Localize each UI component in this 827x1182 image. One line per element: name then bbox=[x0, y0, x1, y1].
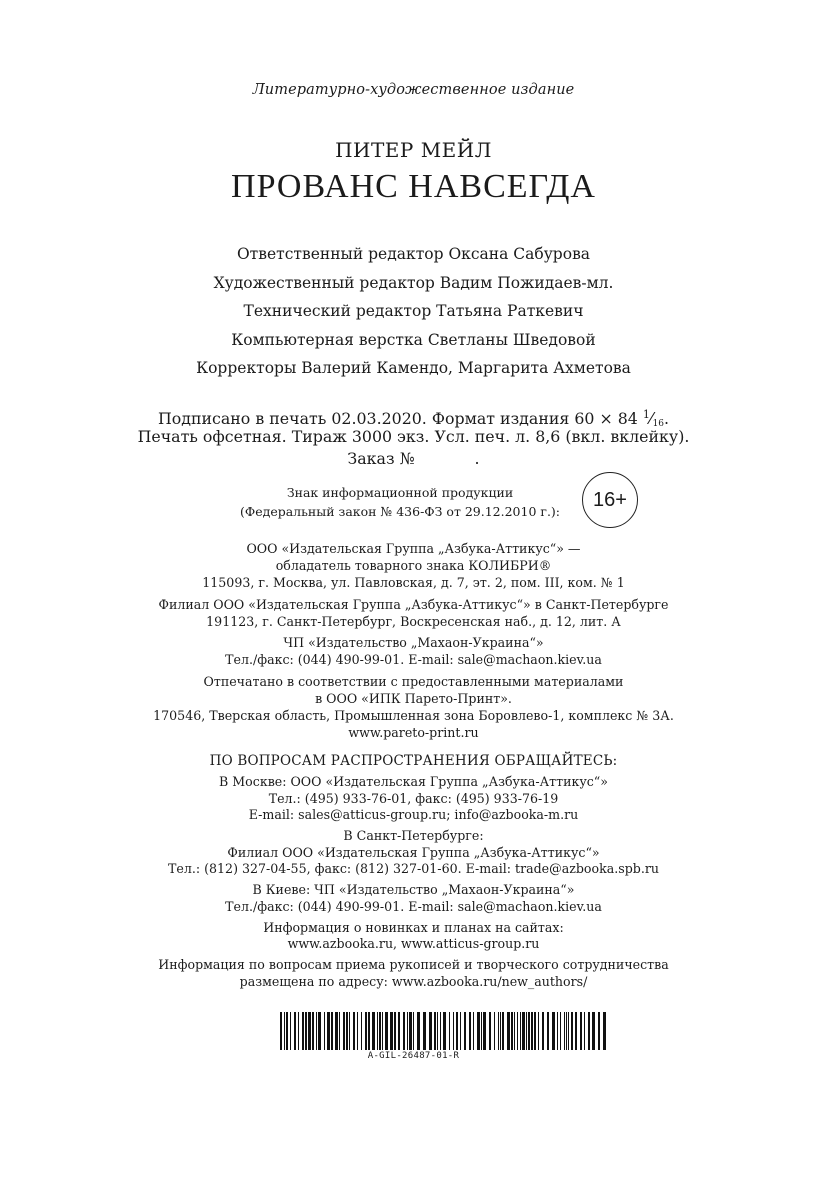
distribution-line: E-mail: sales@atticus-group.ru; info@azbooka-m.ru bbox=[248, 807, 579, 822]
publisher-block bbox=[0, 634, 827, 668]
publisher-block bbox=[0, 540, 827, 591]
printer-line: 170546, Тверская область, Промышленная зона Боровлево-1, комплекс № 3А. bbox=[153, 707, 674, 723]
publisher-line: 191123, г. Санкт-Петербург, Воскресенская наб., д. 12, лит. А bbox=[206, 613, 621, 629]
print-info-line: Печать офсетная. Тираж 3000 экз. Усл. печ. л. 8,6 (вкл. вклейку). bbox=[137, 427, 690, 446]
staff-line: Корректоры Валерий Камендо, Маргарита Ахметова bbox=[196, 359, 631, 377]
order-label: Заказ № bbox=[347, 449, 415, 468]
distribution-line: размещена по адресу: www.azbooka.ru/new_authors/ bbox=[239, 973, 588, 989]
distribution-block bbox=[0, 920, 827, 953]
publisher-line: ЧП «Издательство „Махаон-Украина“» bbox=[283, 635, 544, 650]
distribution-line: Тел./факс: (044) 490-99-01. E-mail: sale@machaon.kiev.ua bbox=[225, 898, 602, 914]
distribution-line: Тел.: (812) 327-04-55, факс: (812) 327-01-60. E-mail: trade@azbooka.spb.ru bbox=[168, 861, 659, 876]
printer-line: www.pareto-print.ru bbox=[348, 724, 479, 740]
order-end: . bbox=[474, 449, 480, 468]
distribution-block bbox=[0, 957, 827, 990]
format-slash: ⁄ bbox=[649, 409, 653, 428]
publisher-line: Тел./факс: (044) 490-99-01. E-mail: sale@machaon.kiev.ua bbox=[225, 652, 602, 667]
staff-line: Художественный редактор Вадим Пожидаев-мл. bbox=[213, 273, 614, 292]
staff-line: Компьютерная верстка Светланы Шведовой bbox=[231, 330, 596, 349]
editorial-staff bbox=[0, 240, 827, 383]
info-sign-line: Знак информационной продукции bbox=[286, 485, 514, 500]
format-numerator: 1 bbox=[642, 408, 650, 421]
format-denominator: 16 bbox=[652, 419, 665, 429]
publisher-line: Филиал ООО «Издательская Группа „Азбука-Аттикус“» в Санкт-Петербурге bbox=[158, 596, 669, 612]
info-sign-line: (Федеральный закон № 436-ФЗ от 29.12.2010 г.): bbox=[239, 503, 561, 519]
distribution-line: В Санкт-Петербурге: bbox=[343, 828, 484, 843]
distribution-info bbox=[0, 774, 827, 995]
print-info-line bbox=[0, 404, 827, 429]
distribution-block bbox=[0, 774, 827, 824]
distribution-block bbox=[0, 828, 827, 878]
edition-type: Литературно-художественное издание bbox=[252, 82, 575, 98]
distribution-line: Тел.: (495) 933-76-01, факс: (495) 933-76-19 bbox=[268, 790, 559, 806]
print-info bbox=[0, 404, 827, 470]
printer-block bbox=[0, 673, 827, 741]
distribution-line: Филиал ООО «Издательская Группа „Азбука-Аттикус“» bbox=[227, 844, 600, 860]
barcode-icon bbox=[278, 1012, 608, 1050]
distribution-line: www.azbooka.ru, www.atticus-group.ru bbox=[287, 936, 540, 951]
distribution-line: Информация по вопросам приема рукописей и творческого сотрудничества bbox=[158, 957, 669, 972]
print-signed-format: Подписано в печать 02.03.2020. Формат издания 60 × 84 bbox=[157, 409, 638, 428]
order-line bbox=[0, 448, 827, 470]
distribution-block bbox=[0, 882, 827, 915]
age-rating-badge: 16+ bbox=[582, 472, 638, 528]
publisher-info bbox=[0, 540, 827, 745]
book-title: ПРОВАНС НАВСЕГДА bbox=[231, 168, 596, 205]
format-period: . bbox=[664, 409, 670, 428]
distribution-line: В Киеве: ЧП «Издательство „Махаон-Украина“» bbox=[252, 882, 575, 897]
printer-line: в ООО «ИПК Парето-Принт». bbox=[315, 690, 512, 706]
barcode-text: A-GIL-26487-01-R bbox=[367, 1051, 460, 1061]
publisher-line: обладатель товарного знака КОЛИБРИ® bbox=[275, 558, 552, 573]
publisher-block bbox=[0, 596, 827, 630]
staff-line: Технический редактор Татьяна Раткевич bbox=[243, 302, 584, 320]
distribution-line: В Москве: ООО «Издательская Группа „Азбука-Аттикус“» bbox=[219, 774, 608, 789]
printer-line: Отпечатано в соответствии с предоставленными материалами bbox=[203, 673, 624, 689]
distribution-heading: ПО ВОПРОСАМ РАСПРОСТРАНЕНИЯ ОБРАЩАЙТЕСЬ: bbox=[209, 753, 618, 769]
info-product-sign bbox=[230, 484, 570, 521]
staff-line: Ответственный редактор Оксана Сабурова bbox=[236, 245, 591, 263]
publisher-line: ООО «Издательская Группа „Азбука-Аттикус“» — bbox=[246, 541, 581, 556]
book-author: ПИТЕР МЕЙЛ bbox=[335, 138, 492, 162]
publisher-line: 115093, г. Москва, ул. Павловская, д. 7, эт. 2, пом. III, ком. № 1 bbox=[202, 575, 625, 590]
distribution-line: Информация о новинках и планах на сайтах: bbox=[263, 919, 564, 935]
